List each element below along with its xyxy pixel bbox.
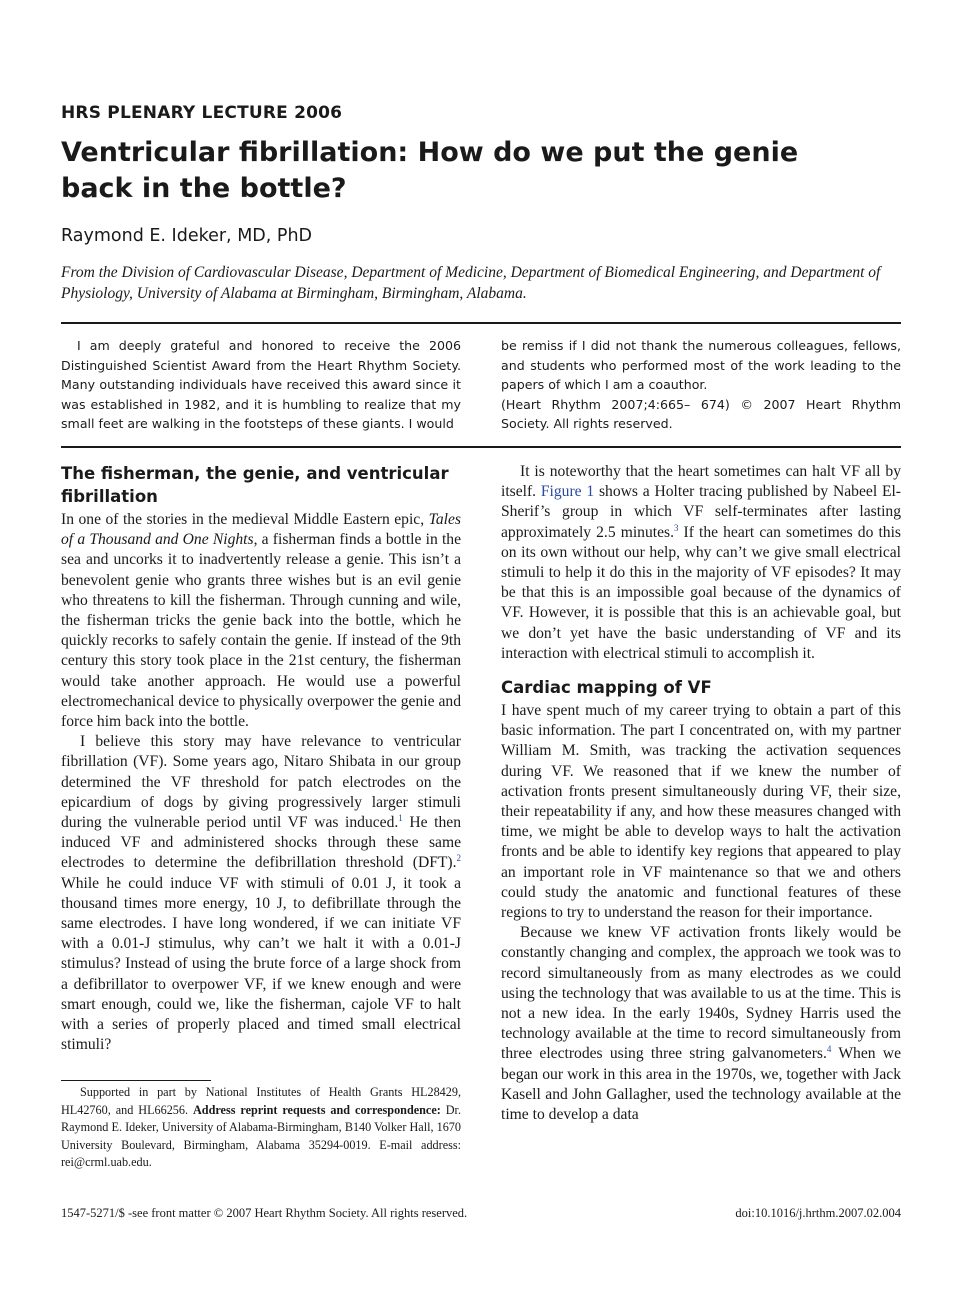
abstract-citation: (Heart Rhythm 2007;4:665– 674) © 2007 Heart Rhythm Society. All rights reserved. [501, 396, 901, 431]
correspondence-label: Address reprint requests and correspondence: [193, 1102, 441, 1117]
abstract-text-continued: be remiss if I did not thank the numerous colleagues, fellows, and students who performed most of the work leading to the papers of which I am a coauthor. [501, 338, 901, 392]
section-label: HRS PLENARY LECTURE 2006 [61, 103, 343, 123]
body-right-column [501, 462, 901, 1125]
paragraph-3: It is noteworthy that the heart sometimes can halt VF all by itself. Figure 1 shows a Holter tracing published by Nabeel El-Sherif’s group in which VF self-terminates after lasting approximately 2.5 minutes.$^3$ If the heart can sometimes do this on its own without our help, why can’t we give small electrical stimuli to help it do this in the majority of VF episodes? It may be that this is an impossible goal because of the dynamics of VF. However, it is possible that this is an achievable goal, but we don’t yet have the basic understanding of VF and its interaction with electrical stimuli to accomplish it. [501, 463, 901, 662]
abstract-left-column: I am deeply grateful and honored to receive the 2006 Distinguished Scientist Award from the Heart Rhythm Society. Many outstanding individuals have received this award since it was established in 1982, and it is humbling to realize that my small feet are walking in the footsteps of these giants. I would [61, 338, 461, 431]
paragraph-5: Because we knew VF activation fronts likely would be constantly changing and complex, the approach we took was to record simultaneously from as many electrodes as we could using the technology that was available to us at the time. This is not a new idea. In the early 1940s, Sydney Harris used the technology available at the time to record simultaneously from three electrodes using three string galvanometers.$^4$ When we began our work in this area in the 1970s, we, together with Jack Kasell and John Gallagher, used the technology available at the time to develop a data [501, 924, 901, 1124]
abstract-right-column [501, 336, 901, 434]
paragraph-2: I believe this story may have relevance to ventricular fibrillation (VF). Some years ago, Nitaro Shibata in our group determined the VF threshold for patch electrodes on the epicardium of dogs by giving progressively larger stimuli during the vulnerable period until VF was induced.$^1$ He then induced VF and administered shocks through these same electrodes to determine the defibrillation threshold (DFT).$^2$ While he could induce VF with stimuli of 0.01 J, it took a thousand times more energy, 10 J, to defibrillate through the same electrodes. I have long wondered, if we can initiate VF with a 0.01-J stimulus, why can’t we halt it with a 0.01-J stimulus? Instead of using the brute force of a large shock from a defibrillator to overpower VF, if we knew enough and were smart enough, could we, like the fisherman, cajole VF to halt with a series of properly placed and timed small electrical stimuli? [61, 733, 461, 1054]
author-name: Raymond E. Ideker, MD, PhD [61, 226, 313, 246]
section-heading-cardiac-mapping: Cardiac mapping of VF [501, 678, 712, 698]
body-left-column [61, 462, 461, 1055]
figure-1-link[interactable]: Figure 1 [540, 483, 595, 501]
reference-3[interactable]: 3 [673, 522, 679, 533]
paragraph-4: I have spent much of my career trying to obtain a part of this basic information. The part I concentrated on, with my partner William M. Smith, was tracking the activation sequences during VF. We reasoned that if we knew the number of activation fronts present simultaneously during VF, their size, their repeatability if any, and how these measures changed with time, we might be able to develop ways to halt the activation fronts and be able to identify key regions that appeared to play an important role in VF maintenance so that we and others could study the anatomic and functional features of these regions to try to understand the reason for their importance. [501, 702, 901, 922]
footnote-rule [61, 1080, 211, 1081]
book-title: Tales of a Thousand and One Nights [61, 511, 461, 549]
section-heading-fisherman: The fisherman, the genie, and ventricular fibrillation [61, 464, 449, 506]
author-affiliation: From the Division of Cardiovascular Disease, Department of Medicine, Department of Biomedical Engineering, and Department of Physiology, University of Alabama at Birmingham, Birmingham, Alabama. [61, 264, 881, 302]
funding-footnote: Supported in part by National Institutes of Health Grants HL28429, HL42760, and HL66256. Address reprint requests and correspondence: Dr. Raymond E. Ideker, University of Alabama-Birmingham, B140 Volker Hall, 1670 University Boulevard, Birmingham, Alabama 35294-0019. E-mail address: rei@crml.uab.edu. [61, 1085, 461, 1169]
reference-1[interactable]: 1 [398, 812, 403, 823]
reference-2[interactable]: 2 [456, 853, 461, 864]
article-title: Ventricular fibrillation: How do we put the genie back in the bottle? [61, 137, 799, 204]
footer-doi: doi:10.1016/j.hrthm.2007.02.004 [735, 1206, 901, 1220]
reference-4[interactable]: 4 [826, 1044, 832, 1055]
footer-copyright: 1547-5271/$ -see front matter © 2007 Heart Rhythm Society. All rights reserved. [61, 1206, 468, 1220]
abstract-top-rule [61, 322, 901, 324]
paragraph-1: In one of the stories in the medieval Middle Eastern epic, Tales of a Thousand and One Nights, a fisherman finds a bottle in the sea and uncorks it to inadvertently release a genie. This isn’t a benevolent genie who grants three wishes but is an evil genie who threatens to kill the fisherman. Through cunning and wile, the fisherman tricks the genie back into the bottle, which he quickly recorks to safely contain the genie. If instead of the 9th century this story took place in the 21st century, the fisherman would take another approach. He would use a powerful electromechanical device to physically overpower the genie and force him back into the bottle. [61, 511, 461, 731]
abstract-bottom-rule [61, 446, 901, 448]
